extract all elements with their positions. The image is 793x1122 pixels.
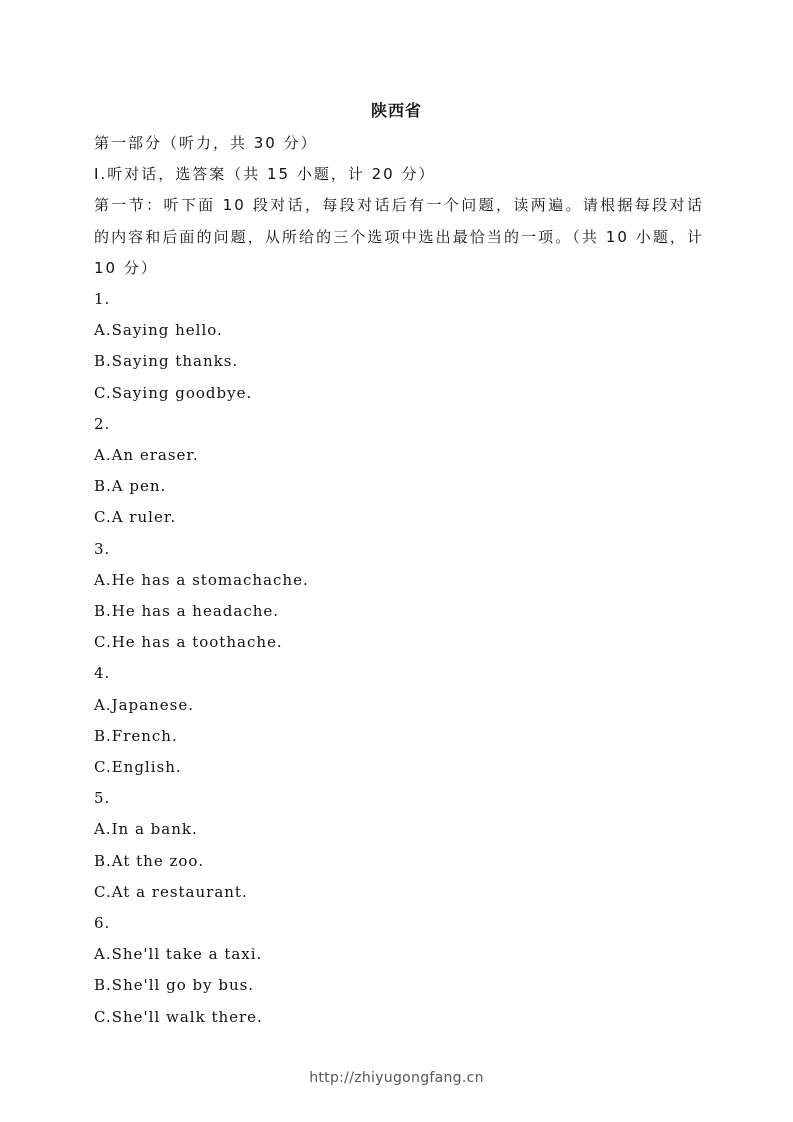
option-b: B.A pen. [94, 477, 167, 496]
option-a: A.An eraser. [94, 446, 199, 465]
question-number: 4. [94, 664, 111, 683]
option-b: B.French. [94, 726, 178, 745]
option-a: A.She'll take a taxi. [94, 945, 263, 964]
question-number: 6. [94, 914, 111, 933]
question-6 [94, 908, 704, 1033]
option-c: C.English. [94, 758, 182, 777]
option-c: C.Saying goodbye. [94, 383, 253, 402]
option-c: C.He has a toothache. [94, 633, 283, 652]
section-heading: I.听对话，选答案（共 15 小题，计 20 分） [94, 165, 436, 184]
question-number: 1. [94, 290, 111, 309]
option-a: A.In a bank. [94, 820, 198, 839]
page-title: 陕西省 [370, 101, 422, 120]
option-a: A.Saying hello. [94, 321, 223, 340]
option-b: B.At the zoo. [94, 851, 204, 870]
question-number: 2. [94, 414, 111, 433]
option-a: A.Japanese. [94, 695, 194, 714]
question-2 [94, 409, 704, 534]
option-b: B.She'll go by bus. [94, 976, 255, 995]
part-heading: 第一部分（听力，共 30 分） [94, 134, 318, 152]
document-body [94, 128, 704, 1033]
option-c: C.At a restaurant. [94, 882, 248, 901]
option-b: B.He has a headache. [94, 602, 280, 621]
question-number: 5. [94, 789, 111, 808]
question-number: 3. [94, 539, 111, 558]
option-b: B.Saying thanks. [94, 352, 239, 371]
option-c: C.A ruler. [94, 508, 177, 527]
footer-url: http://zhiyugongfang.cn [309, 1070, 484, 1086]
instruction-paragraph: 第一节：听下面 10 段对话，每段对话后有一个问题，读两遍。请根据每段对话的内容和后面的问题，从所给的三个选项中选出最恰当的一项。（共 10 小题，计 10 分） [94, 196, 704, 277]
question-4 [94, 658, 704, 783]
question-3 [94, 534, 704, 659]
question-1 [94, 284, 704, 409]
question-5 [94, 783, 704, 908]
option-c: C.She'll walk there. [94, 1007, 263, 1026]
option-a: A.He has a stomachache. [94, 570, 309, 589]
